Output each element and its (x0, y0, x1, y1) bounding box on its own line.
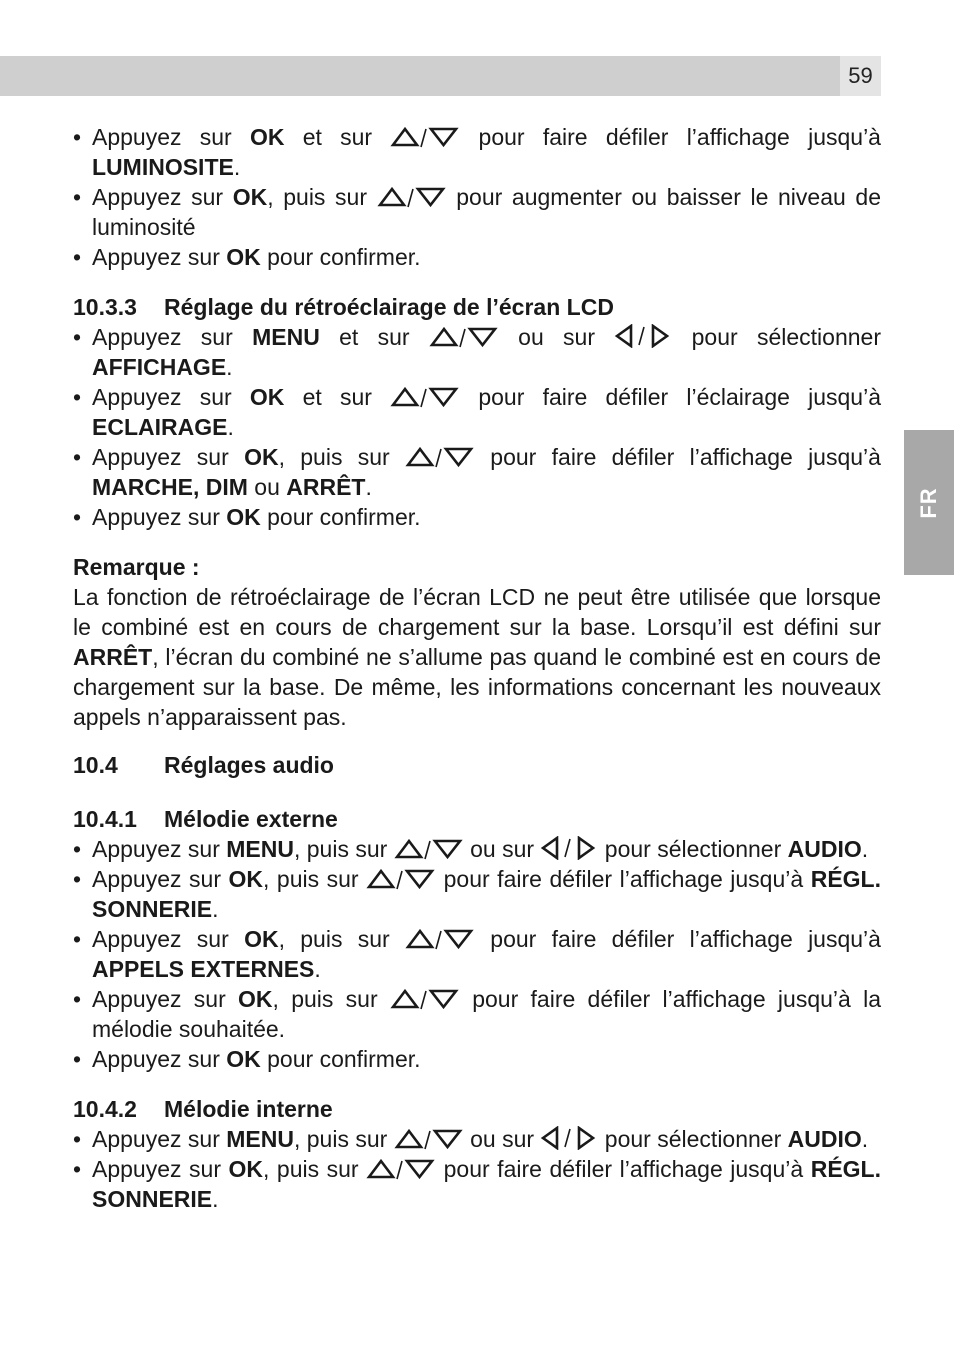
list-item: • Appuyez sur OK, puis sur pour faire défiler l’affichage jusqu’à MARCHE, DIM ou ARRÊT. (73, 442, 881, 502)
up-down-arrows-icon (390, 386, 460, 408)
left-right-arrows-icon (614, 324, 672, 348)
list-item: • Appuyez sur OK pour confirmer. (73, 1044, 881, 1074)
section-heading: 10.4.1 Mélodie externe (73, 806, 338, 832)
list-item: • Appuyez sur OK et sur pour faire défiler l’éclairage jusqu’à ECLAIRAGE. (73, 382, 881, 442)
up-down-arrows-icon (390, 126, 460, 148)
up-down-arrows-icon (429, 326, 499, 348)
up-down-arrows-icon (394, 1128, 464, 1150)
left-right-arrows-icon (540, 1126, 598, 1150)
note-title: Remarque : (73, 554, 200, 580)
page-number: 59 (840, 56, 881, 96)
list-item: • Appuyez sur OK, puis sur pour faire défiler l’affichage jusqu’à la mélodie souhaitée. (73, 984, 881, 1044)
list-item: • Appuyez sur MENU et sur ou sur pour sélectionner AFFICHAGE. (73, 322, 881, 382)
header-bar (0, 56, 840, 96)
up-down-arrows-icon (405, 928, 475, 950)
section-heading: 10.3.3 Réglage du rétroéclairage de l’écran LCD (73, 294, 614, 320)
list-item: • Appuyez sur MENU, puis sur ou sur pour sélectionner AUDIO. (73, 1124, 881, 1154)
up-down-arrows-icon (366, 1158, 436, 1180)
list-item: • Appuyez sur OK pour confirmer. (73, 502, 881, 532)
note-text: La fonction de rétroéclairage de l’écran LCD ne peut être utilisée que lorsque le combiné est en cours de chargement sur la base. Lorsqu’il est défini sur ARRÊT, l’écran du combiné ne s’allume pas quand le combiné est en cours de chargement sur la base. De même, les informations concernant les nouveaux appels n’apparaissent pas. (73, 584, 881, 730)
language-tab-label: FR (916, 486, 941, 519)
list-item: • Appuyez sur OK, puis sur pour augmenter ou baisser le niveau de luminosité (73, 182, 881, 242)
up-down-arrows-icon (390, 988, 460, 1010)
section-heading: 10.4 Réglages audio (73, 752, 334, 778)
up-down-arrows-icon (405, 446, 475, 468)
language-tab (904, 430, 954, 575)
list-item: • Appuyez sur MENU, puis sur ou sur pour sélectionner AUDIO. (73, 834, 881, 864)
section-heading: 10.4.2 Mélodie interne (73, 1096, 333, 1122)
up-down-arrows-icon (394, 838, 464, 860)
page-content (73, 122, 881, 1214)
list-item: • Appuyez sur OK et sur pour faire défiler l’affichage jusqu’à LUMINOSITE. (73, 122, 881, 182)
up-down-arrows-icon (366, 868, 436, 890)
list-item: • Appuyez sur OK, puis sur pour faire défiler l’affichage jusqu’à APPELS EXTERNES. (73, 924, 881, 984)
up-down-arrows-icon (377, 186, 447, 208)
left-right-arrows-icon (540, 836, 598, 860)
list-item: • Appuyez sur OK, puis sur pour faire défiler l’affichage jusqu’à RÉGL. SONNERIE. (73, 864, 881, 924)
list-item: • Appuyez sur OK pour confirmer. (73, 242, 881, 272)
list-item: • Appuyez sur OK, puis sur pour faire défiler l’affichage jusqu’à RÉGL. SONNERIE. (73, 1154, 881, 1214)
